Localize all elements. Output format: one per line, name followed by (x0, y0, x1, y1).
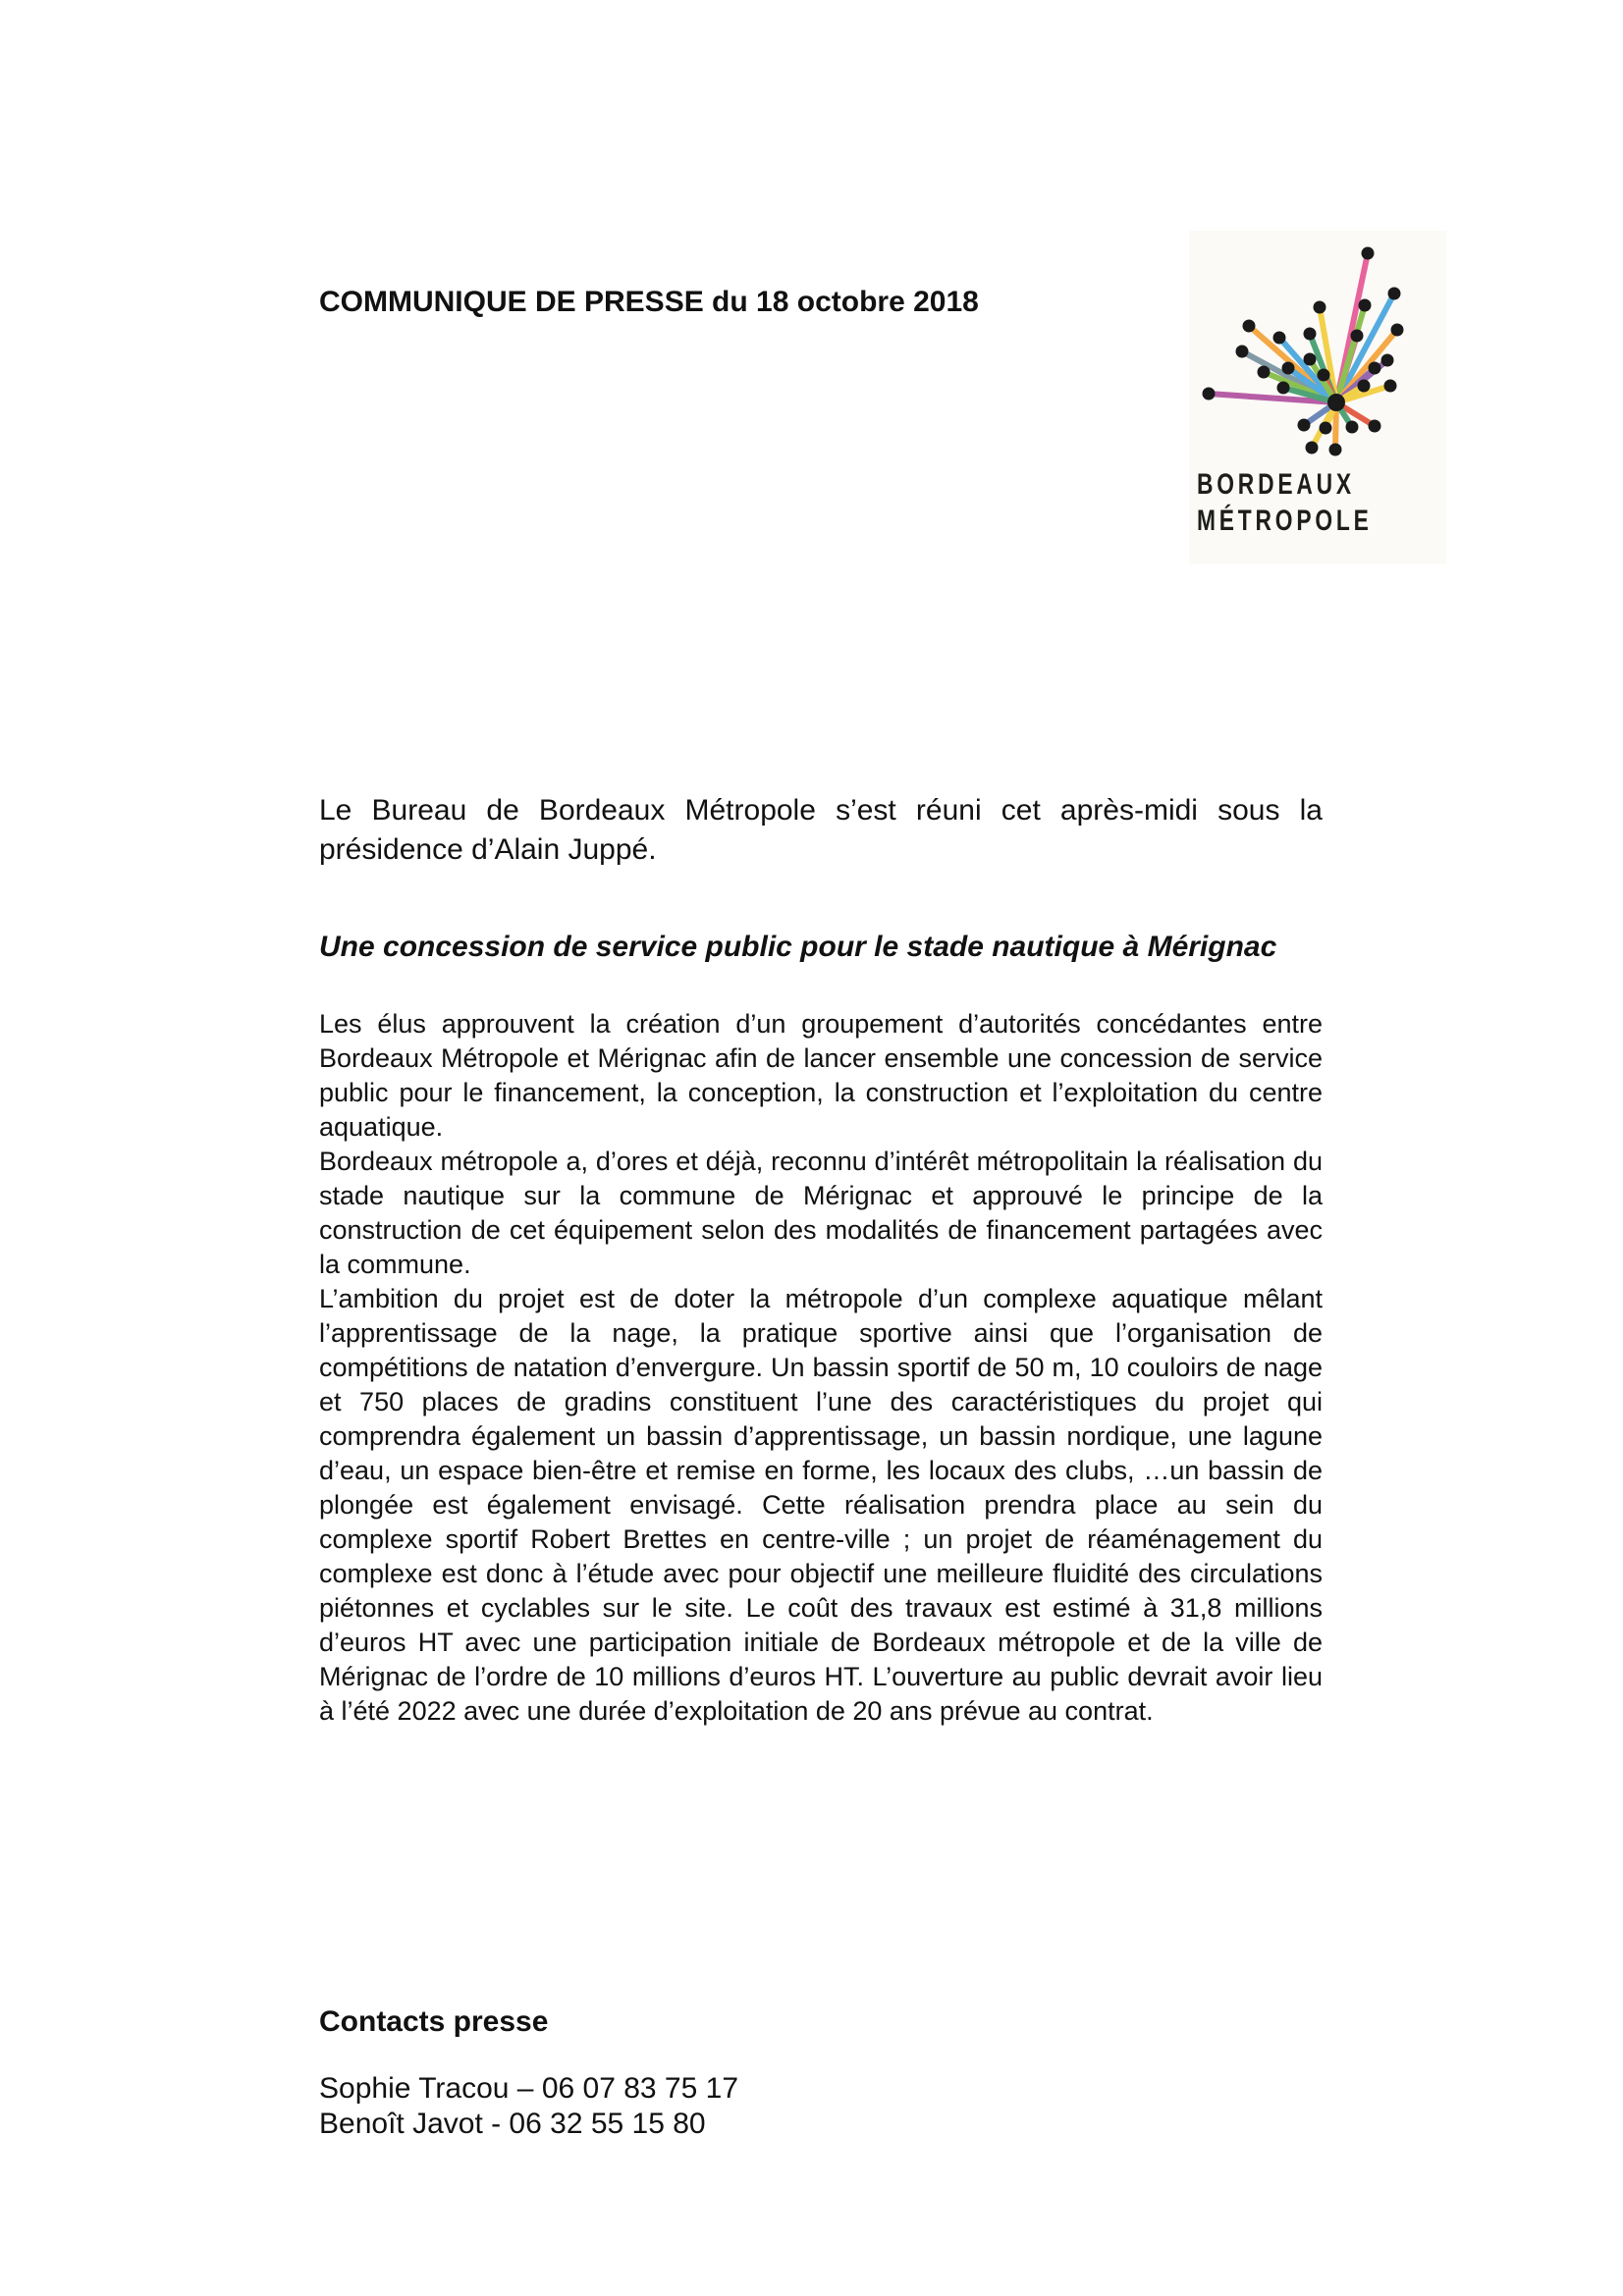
contacts-heading: Contacts presse (319, 2005, 549, 2038)
body-paragraphs (319, 1007, 1323, 1729)
logo-wordmark-line1: BORDEAUX (1197, 468, 1355, 501)
contact-line-2: Benoît Javot - 06 32 55 15 80 (319, 2108, 706, 2140)
logo-wordmark-line2: MÉTROPOLE (1197, 505, 1373, 537)
contact-line-1: Sophie Tracou – 06 07 83 75 17 (319, 2072, 739, 2105)
body-paragraph-1: Les élus approuvent la création d’un groupement d’autorités concédantes entre Bordeaux Métropole et Mérignac afin de lancer ensemble une concession de service public pour le financement, la conception, la construction et l’exploitation du centre aquatique. (319, 1009, 1323, 1142)
body-paragraph-2: Bordeaux métropole a, d’ores et déjà, reconnu d’intérêt métropolitain la réalisation du stade nautique sur la commune de Mérignac et approuvé le principe de la construction de cet équipement selon des modalités de financement partagées avec la commune. (319, 1147, 1323, 1279)
intro-paragraph: Le Bureau de Bordeaux Métropole s’est réuni cet après-midi sous la présidence d’Alain Juppé. (319, 794, 1323, 866)
body-paragraph-3: L’ambition du projet est de doter la métropole d’un complexe aquatique mêlant l’apprentissage de la nage, la pratique sportive ainsi que l’organisation de compétitions de natation d’envergure. Un bassin sportif de 50 m, 10 couloirs de nage et 750 places de gradins constituent l’une des caractéristiques du projet qui comprendra également un bassin d’apprentissage, un bassin nordique, une lagune d’eau, un espace bien-être et remise en forme, les locaux des clubs, …un bassin de plongée est également envisagé. Cette réalisation prendra place au sein du complexe sportif Robert Brettes en centre-ville ; un projet de réaménagement du complexe est donc à l’étude avec pour objectif une meilleure fluidité des circulations piétonnes et cyclables sur le site. Le coût des travaux est estimé à 31,8 millions d’euros HT avec une participation initiale de Bordeaux métropole et de la ville de Mérignac de l’ordre de 10 millions d’euros HT. L’ouverture au public devrait avoir lieu à l’été 2022 avec une durée d’exploitation de 20 ans prévue au contrat. (319, 1284, 1323, 1726)
bordeaux-metropole-starburst-icon (1195, 240, 1416, 464)
press-release-title: COMMUNIQUE DE PRESSE du 18 octobre 2018 (319, 286, 979, 318)
bordeaux-metropole-logo (1189, 231, 1446, 564)
contacts-list (319, 2071, 738, 2142)
section-heading: Une concession de service public pour le stade nautique à Mérignac (319, 931, 1277, 963)
